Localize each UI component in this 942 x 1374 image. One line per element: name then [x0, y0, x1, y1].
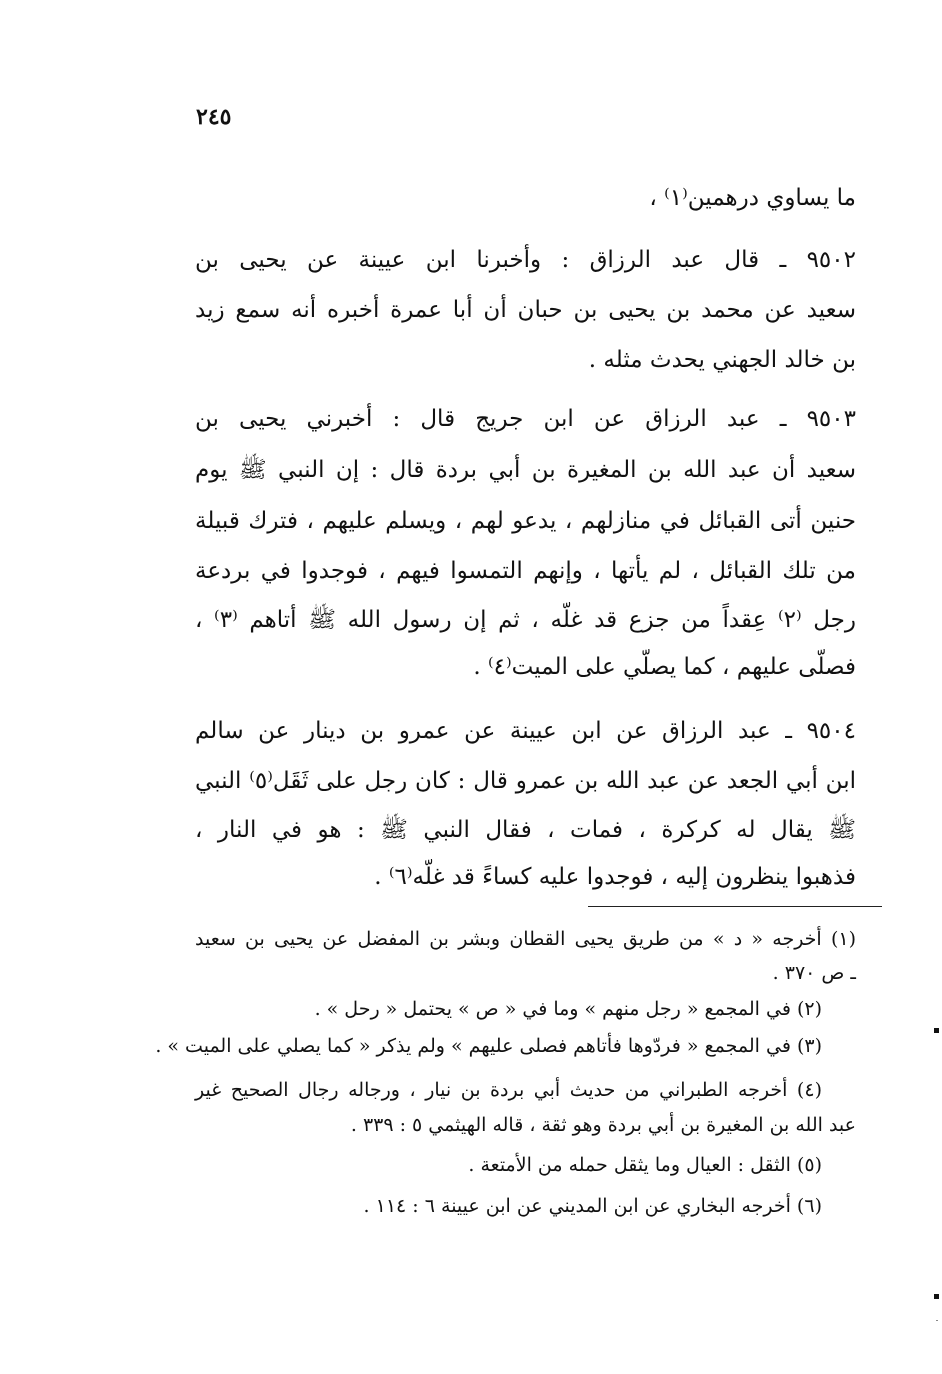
body-line: ٩٥٠٢ ـ قال عبد الرزاق : وأخبرنا ابن عيينة عن يحيى بن [195, 247, 856, 273]
footnote-line: (٤) أخرجه الطبراني من حديث أبي بردة بن نيار ، ورجاله رجال الصحيح غير [195, 1079, 822, 1101]
footnote-line: (٢) في المجمع « رجل منهم » وما في « ص » يحتمل « رحل » . [314, 998, 822, 1020]
footnote-line: (٥) الثقل : العيال وما يثقل حمله من الأمتعة . [468, 1154, 822, 1176]
footnote-line: (٦) أخرجه البخاري عن ابن المديني عن ابن عيينة ٦ : ١١٤ . [363, 1195, 822, 1217]
body-line: ٩٥٠٤ ـ عبد الرزاق عن ابن عيينة عن عمرو بن دينار عن سالم [195, 718, 856, 744]
body-line: رجل ⁽٢⁾ عِقداً من جزع قد غلّه ، ثم إن رسول الله ﷺ أتاهم ⁽٣⁾ ، [195, 607, 856, 633]
scan-mark [934, 1028, 939, 1033]
body-line: فذهبوا ينظرون إليه ، فوجدوا عليه كساءً قد غلّه⁽٦⁾ . [374, 864, 856, 890]
scan-mark [934, 1294, 939, 1299]
body-line: ٩٥٠٣ ـ عبد الرزاق عن ابن جريج قال : أخبرني يحيى بن [195, 406, 856, 432]
body-line: حنين أتى القبائل في منازلهم ، يدعو لهم ، ويسلم عليهم ، فترك قبيلة [195, 508, 856, 534]
body-line: ﷺ يقال له كركرة ، فمات ، فقال النبي ﷺ : هو في النار ، [195, 817, 856, 843]
footnote-line: (٣) في المجمع « فردّوها فأتاهم فصلى عليهم » ولم يذكر « كما يصلي على الميت » . [155, 1035, 822, 1057]
body-line: من تلك القبائل ، لم يأتها ، وإنهم التمسوا فيهم ، فوجدوا في بردعة [195, 558, 856, 584]
body-line: ما يساوي درهمين⁽١⁾ ، [649, 185, 856, 211]
footnote-line: ـ ص ٣٧٠ . [772, 962, 856, 984]
body-line: سعيد أن عبد الله بن المغيرة بن أبي بردة قال : إن النبي ﷺ يوم [195, 457, 856, 483]
footnote-line: عبد الله بن المغيرة بن أبي بردة وهو ثقة ، قاله الهيثمي ٥ : ٣٣٩ . [350, 1114, 856, 1136]
body-line: ابن أبي الجعد عن عبد الله بن عمرو قال : كان رجل على ثَقَل⁽٥⁾ النبي [195, 768, 856, 794]
body-line: فصلّى عليهم ، كما يصلّي على الميت⁽٤⁾ . [473, 654, 856, 680]
scan-mark [936, 1320, 938, 1321]
footnote-separator [588, 906, 882, 907]
footnote-line: (١) أخرجه « د » من طريق يحيى القطان وبشر بن المفضل عن يحيى بن سعيد [195, 928, 856, 950]
page-number: ٢٤٥ [196, 104, 232, 130]
body-line: بن خالد الجهني يحدث مثله . [588, 347, 856, 373]
body-line: سعيد عن محمد بن يحيى بن حبان أن أبا عمرة أخبره أنه سمع زيد [195, 297, 856, 323]
